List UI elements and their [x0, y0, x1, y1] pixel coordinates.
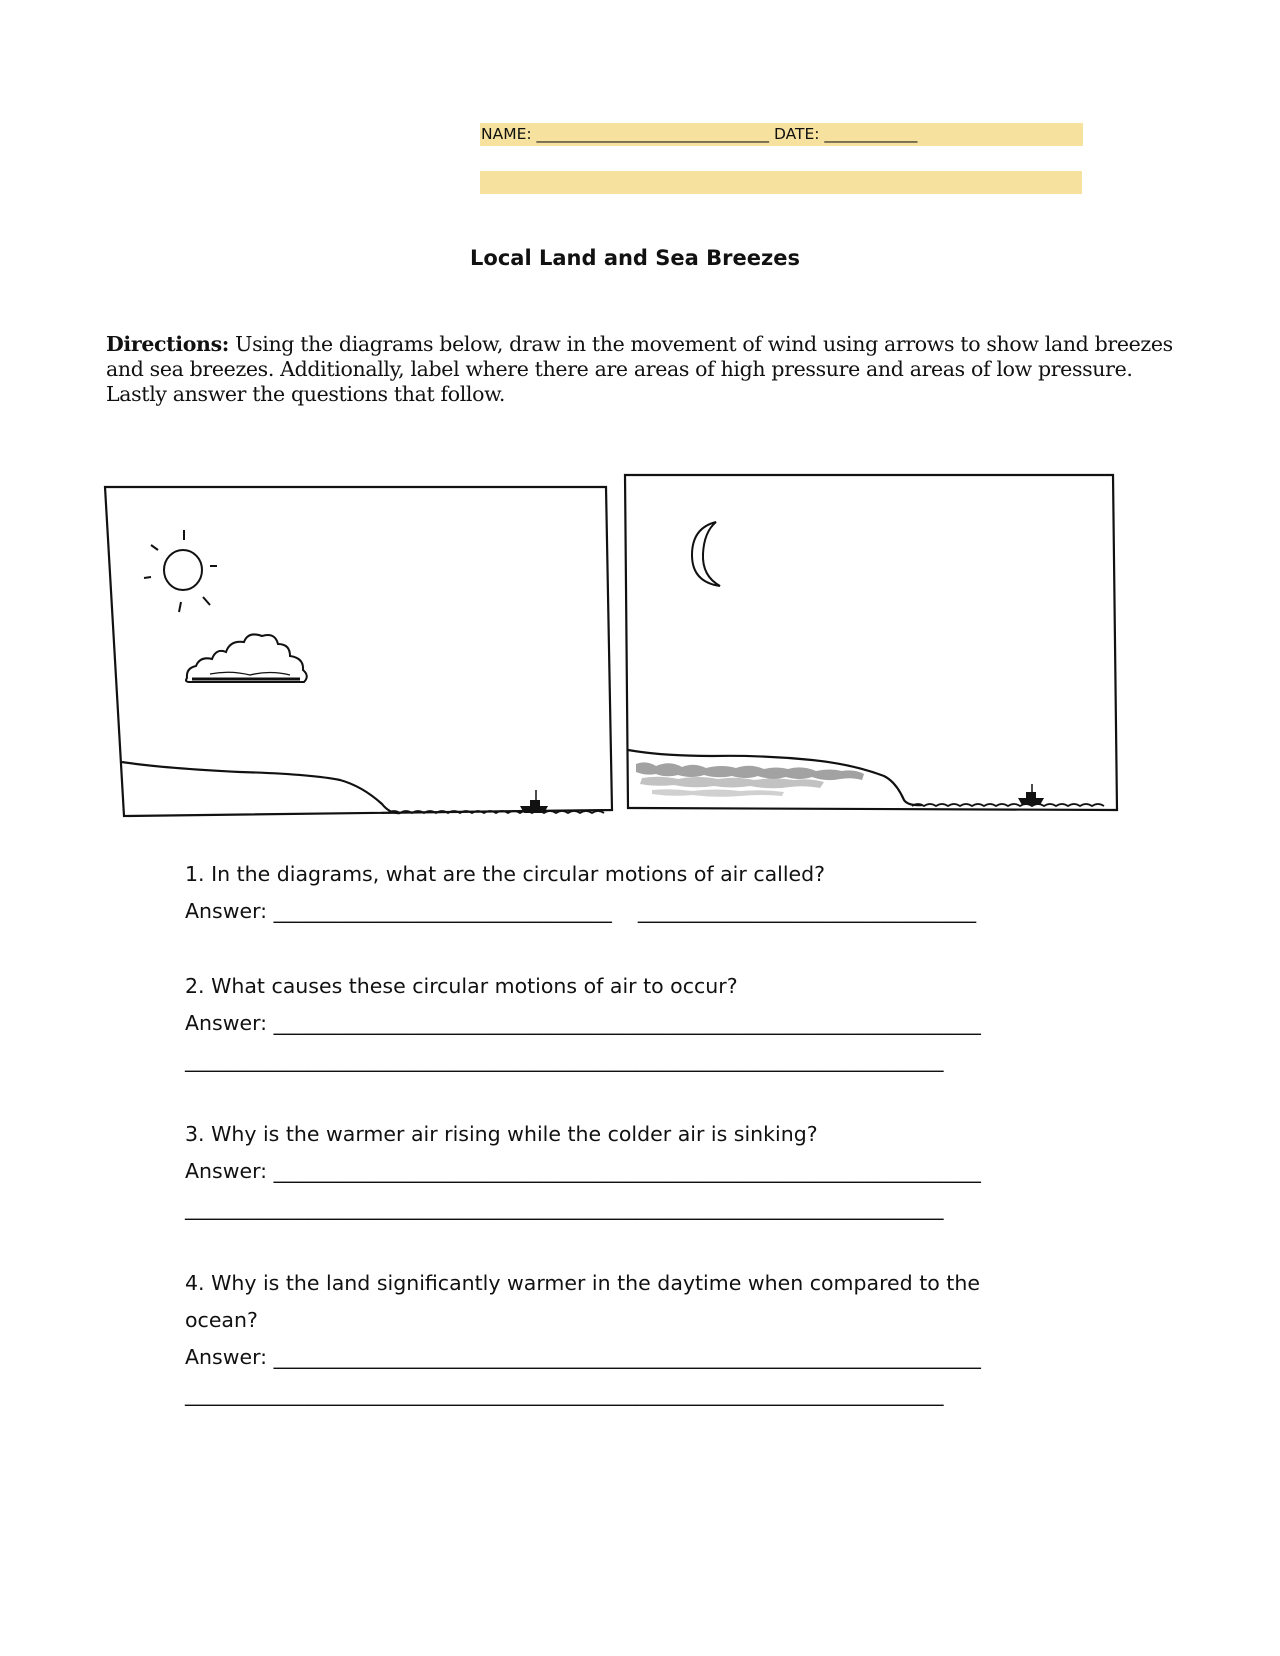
answer-4-extra-line[interactable]: __________________________________________________________________________	[185, 1382, 944, 1406]
directions-label: Directions:	[106, 332, 229, 356]
answer-4-line[interactable]: Answer: _____________________________________________________________________	[185, 1345, 981, 1369]
question-2	[185, 968, 1065, 1079]
answer-3-line[interactable]: Answer: _____________________________________________________________________	[185, 1159, 981, 1183]
question-3-text: 3. Why is the warmer air rising while the colder air is sinking?	[185, 1122, 818, 1146]
name-date-line[interactable]: NAME: ______________________________ DATE: ____________	[480, 123, 1083, 146]
blank-highlight-bar	[480, 171, 1082, 194]
directions-text: Using the diagrams below, draw in the movement of wind using arrows to show land breezes and sea breezes. Additionally, label where there are areas of high pressure and areas of low pressure. Lastly answer the questions that follow.	[106, 332, 1173, 406]
question-1	[185, 856, 1065, 930]
question-1-text: 1. In the diagrams, what are the circular motions of air called?	[185, 862, 826, 886]
night-diagram	[622, 472, 1132, 817]
answer-1-line[interactable]: Answer: _________________________________ _________________________________	[185, 899, 977, 923]
directions	[106, 332, 1196, 407]
answer-2-extra-line[interactable]: __________________________________________________________________________	[185, 1048, 944, 1072]
answer-3-extra-line[interactable]: __________________________________________________________________________	[185, 1196, 944, 1220]
answer-2-line[interactable]: Answer: _____________________________________________________________________	[185, 1011, 981, 1035]
question-2-text: 2. What causes these circular motions of air to occur?	[185, 974, 738, 998]
question-4	[185, 1265, 1065, 1413]
worksheet-title: Local Land and Sea Breezes	[470, 246, 800, 270]
question-4-text-line1: 4. Why is the land significantly warmer in the daytime when compared to the	[185, 1271, 980, 1295]
question-3	[185, 1116, 1065, 1227]
question-4-text-line2: ocean?	[185, 1308, 258, 1332]
day-diagram	[100, 484, 620, 824]
